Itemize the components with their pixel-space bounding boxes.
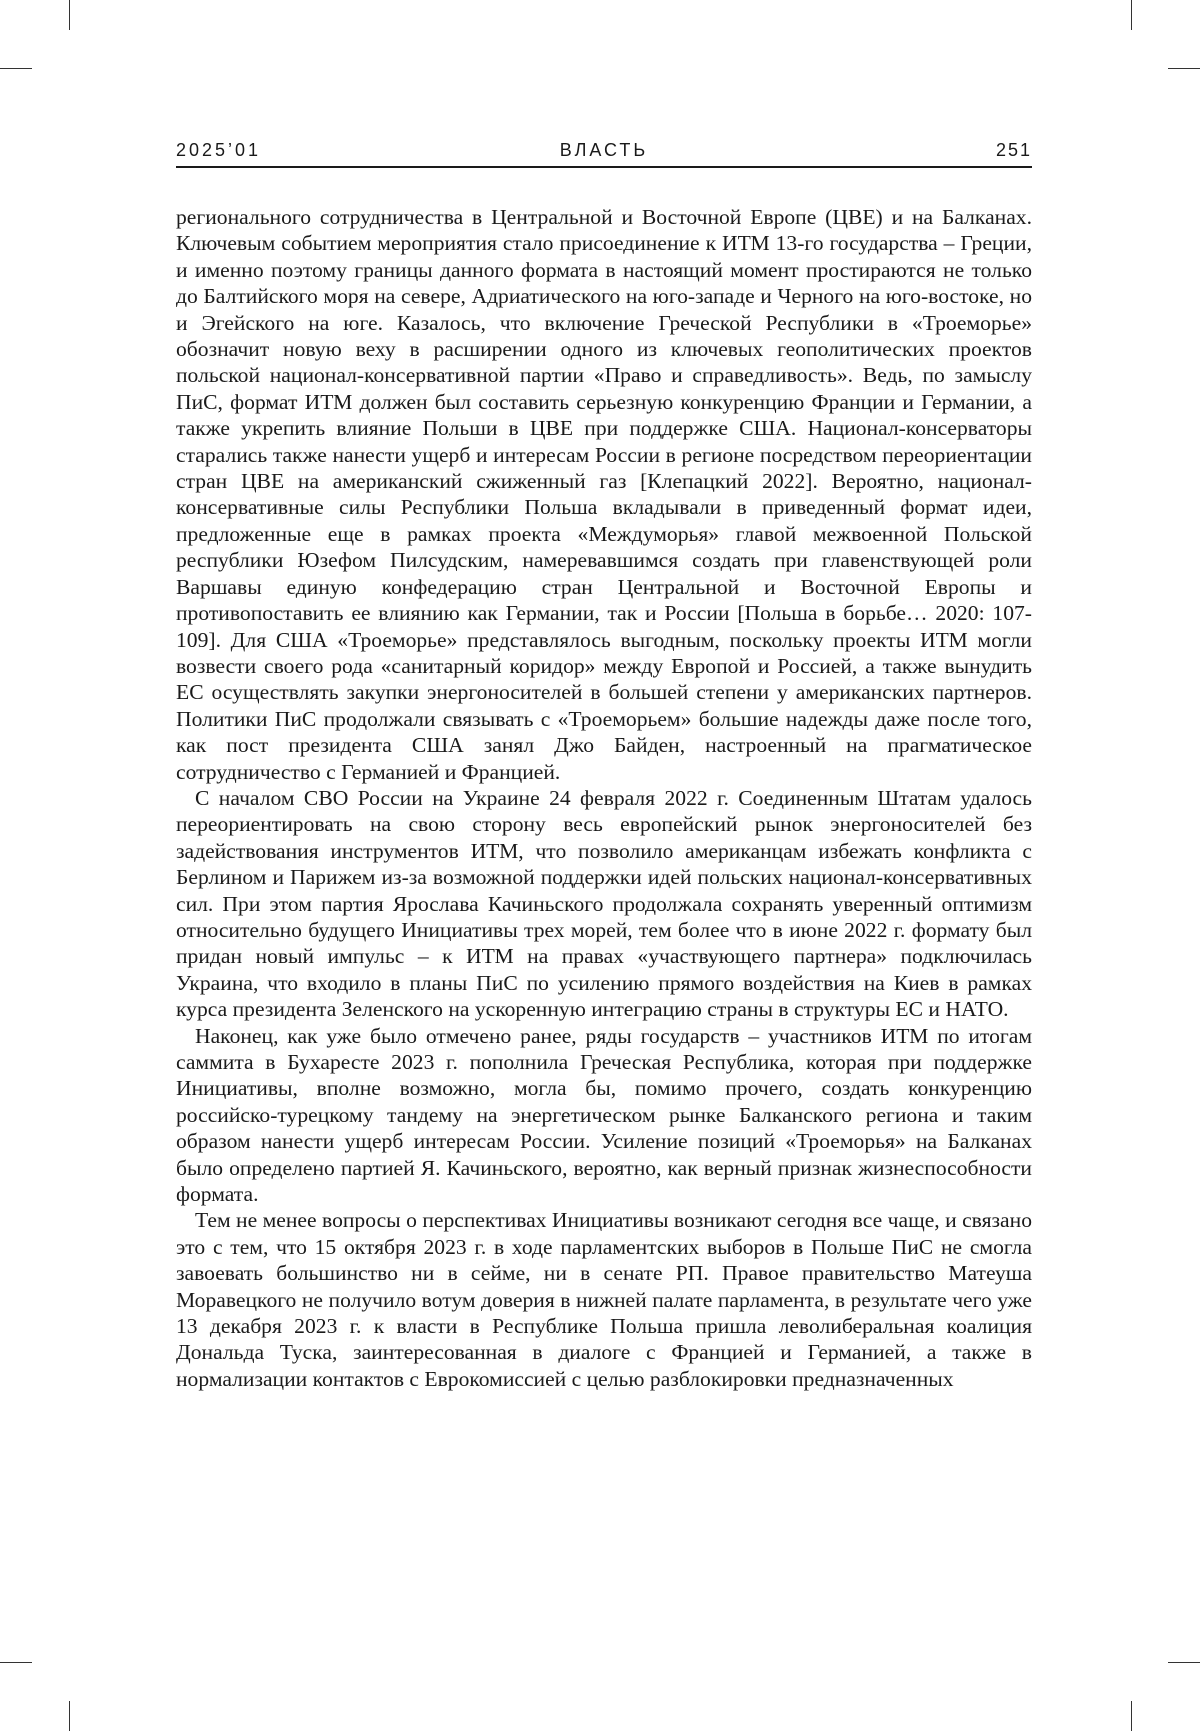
- paragraph: Наконец, как уже было отмечено ранее, ряды государств – участников ИТМ по итогам саммита в Бухаресте 2023 г. пополнила Греческая Республика, которая при поддержке Инициативы, вполне возможно, могла бы, помимо прочего, создать конкуренцию российско-турецкому тандему на энергетическом рынке Балканского региона и таким образом нанести ущерб интересам России. Усиление позиций «Троеморья» на Балканах было определено партией Я. Качиньского, вероятно, как верный признак жизнеспособности формата.: [176, 1023, 1032, 1208]
- paragraph: Тем не менее вопросы о перспективах Инициативы возникают сегодня все чаще, и связано это с тем, что 15 октября 2023 г. в ходе парламентских выборов в Польше ПиС не смогла завоевать большинство ни в сейме, ни в сенате РП. Правое правительство Матеуша Моравецкого не получило вотум доверия в нижней палате парламента, в результате чего уже 13 декабря 2023 г. к власти в Республике Польша пришла леволиберальная коалиция Дональда Туска, заинтересованная в диалоге с Францией и Германией, а также в нормализации контактов с Еврокомиссией с целью разблокировки предназначенных: [176, 1207, 1032, 1392]
- crop-mark-left-bottom: [0, 1662, 32, 1663]
- journal-title: ВЛАСТЬ: [176, 140, 1032, 161]
- crop-mark-bottom-left: [69, 1701, 70, 1731]
- paragraph: регионального сотрудничества в Центральной и Восточной Европе (ЦВЕ) и на Балканах. Ключевым событием мероприятия стало присоединение к ИТМ 13-го государства – Греции, и именно поэтому границы данного формата в настоящий момент простираются не только до Балтийского моря на севере, Адриатического на юго-западе и Черного на юго-востоке, но и Эгейского на юге. Казалось, что включение Греческой Республики в «Троеморье» обозначит новую веху в расширении одного из ключевых геополитических проектов польской национал-консервативной партии «Право и справедливость». Ведь, по замыслу ПиС, формат ИТМ должен был составить серьезную конкуренцию Франции и Германии, а также укрепить влияние Польши в ЦВЕ при поддержке США. Национал-консерваторы старались также нанести ущерб и интересам России в регионе посредством переориентации стран ЦВЕ на американский сжиженный газ [Клепацкий 2022]. Вероятно, национал-консервативные силы Республики Польша вкладывали в приведенный формат идеи, предложенные еще в рамках проекта «Междуморья» главой межвоенной Польской республики Юзефом Пилсудским, намеревавшимся создать при главенствующей роли Варшавы единую конфедерацию стран Центральной и Восточной Европы и противопоставить ее влиянию как Германии, так и России [Польша в борьбе… 2020: 107-109]. Для США «Троеморье» представлялось выгодным, поскольку проекты ИТМ могли возвести своего рода «санитарный коридор» между Европой и Россией, а также вынудить ЕС осуществлять закупки энергоносителей в большей степени у американских партнеров. Политики ПиС продолжали связывать с «Троеморьем» большие надежды даже после того, как пост президента США занял Джо Байден, настроенный на прагматическое сотрудничество с Германией и Францией.: [176, 204, 1032, 785]
- crop-mark-left-top: [0, 68, 32, 69]
- crop-mark-top-left: [69, 0, 70, 30]
- crop-mark-bottom-right: [1131, 1701, 1132, 1731]
- crop-mark-right-bottom: [1168, 1662, 1200, 1663]
- running-header: [176, 140, 1032, 168]
- crop-mark-right-top: [1168, 68, 1200, 69]
- article-body: [176, 204, 1032, 1392]
- crop-mark-top-right: [1131, 0, 1132, 30]
- issue-label: 2025’01: [176, 140, 261, 161]
- page-number: 251: [996, 140, 1032, 161]
- paragraph: С началом СВО России на Украине 24 февраля 2022 г. Соединенным Штатам удалось переориентировать на свою сторону весь европейский рынок энергоносителей без задействования инструментов ИТМ, что позволило американцам избежать конфликта с Берлином и Парижем из-за возможной поддержки идей польских национал-консервативных сил. При этом партия Ярослава Качиньского продолжала сохранять уверенный оптимизм относительно будущего Инициативы трех морей, тем более что в июне 2022 г. формату был придан новый импульс – к ИТМ на правах «участвующего партнера» подключилась Украина, что входило в планы ПиС по усилению прямого воздействия на Киев в рамках курса президента Зеленского на ускоренную интеграцию страны в структуры ЕС и НАТО.: [176, 785, 1032, 1023]
